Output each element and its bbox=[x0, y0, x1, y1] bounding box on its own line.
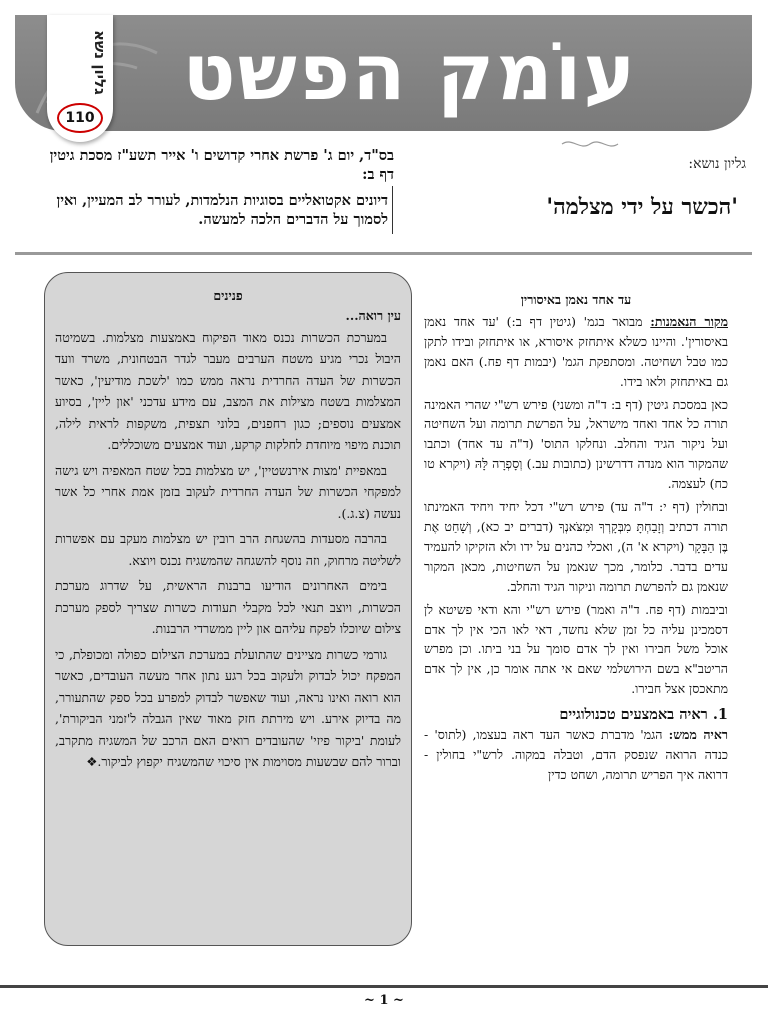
flourish-ornament-icon bbox=[560, 137, 620, 151]
article-paragraph: ובחולין (דף י: ד"ה עד) פירש רש"י דכל יחיד ויחיד האמינתו תורה דכתיב וְזָבַחְתָּ מִבְּקָרְךָ וּמִצֹּאנְךָ (דברים יב כא), וְשָׁחַט אֶת בֶּן הַבָּקָר (ויקרא א' ה), ואכלי כהנים על ידו ולא הזקיקו להעמיד עדים בדבר. כלומר, מכך שנאמן על השחיטות, מכאן המקור שנאמן גם להפרשת תרומה וניקור הגיד והחלב. bbox=[424, 499, 728, 594]
issue-tab bbox=[47, 15, 113, 142]
paragraph-lead: מקור הנאמנות: bbox=[650, 313, 728, 329]
sidebar-paragraph: במערכת הכשרות נכנס מאוד הפיקוח באמצעות מצלמות. בשמיטה היבול נכרי מגיע משטח הערבים מעבר לגדר הבטחונית, משרד וועד הכשרות של העדה החרדית נראה ממש כמו 'לשכת מודיעין', כאשר המצלמות בשטח מצילות את המצב, עם מידע עדכני 'און ליין', בסיוע אמצעים נוספים; כגון רחפנים, בלוני תצפית, משקפות לראית לילה, תוכנת מיפוי מיוחדת לחלקות קרקע, ועוד אמצעים משוכללים. bbox=[55, 329, 401, 452]
topic-title: 'הכשר על ידי מצלמה' bbox=[546, 194, 738, 220]
footer-rule bbox=[0, 985, 768, 988]
issue-label: גליון נשא bbox=[91, 29, 109, 95]
topic-label: גליון נושא: bbox=[688, 156, 746, 172]
paragraph-lead: ראיה ממש: bbox=[668, 727, 728, 743]
header-rule bbox=[15, 252, 752, 255]
date-line: בס"ד, יום ג' פרשת אחרי קדושים ו' אייר תשע"ז מסכת גיטין דף ב: bbox=[49, 147, 394, 183]
paragraph-text: הגמ' מדברת כאשר העד ראה בעצמו, (לתוס' - כנדה הרואה שנפסק הדם, וטבלה במקוה. לרש"י בחולין - דרואה איך הפריש תרומה, ושחט כדין bbox=[424, 727, 728, 782]
masthead-title: עוֹמק הפשט bbox=[182, 28, 638, 118]
issue-number: 110 bbox=[57, 103, 103, 133]
article-paragraph: כאן במסכת גיטין (דף ב: ד"ה ומשני) פירש רש"י שהרי האמינה תורה כל אחד ואחד מישראל, על הפרשת תרומה ועל השחיטה ועל ניקור הגיד והחלב. ונחלקו התוס' (ד"ה עד אחד) וכתבו שהמקור הוא מנדה דדרשינן (כתובות עב.) וְסָפְרָה לָּהּ (ויקרא טו כח) לעצמה. bbox=[424, 396, 728, 492]
paragraph-text: מבואר בגמ' (גיטין דף ב:) 'עד אחד נאמן באיסורין'. והיינו כשלא איתחזק איסורא, או איתחזק ובידו לתקן כמו טבל ושחיטה. ומסתפקת הגמ' (יבמות דף פח.) האם נאמן גם באיתחזק ולאו בידו. bbox=[424, 313, 728, 389]
sidebar-paragraph: במאפיית 'מצות אירנשטיין', יש מצלמות בכל שטח המאפיה ויש גישה למפקחי הכשרות של העדה החרדית לעקוב בזמן אמת אחרי כל אשר נעשה (צ.ג.). bbox=[55, 462, 401, 521]
article-heading: עד אחד נאמן באיסורין bbox=[520, 292, 632, 307]
masthead-banner bbox=[15, 15, 752, 131]
sidebar-subheading: עין רואה... bbox=[345, 308, 401, 323]
page-number: ~ 1 ~ bbox=[364, 993, 404, 1008]
sidebar-paragraph: גורמי כשרות מציינים שהתועלת במערכת הצילום כפולה ומכופלת, כי המפקח יכול לבדוק ולעקוב בכל רגע נתון אחר מעשה העובדים, כאשר הוא רואה ואינו נראה, ועוד שאפשר לבדוק למפרע בכל ספק שהתעורר, מה בדיוק אירע. ויש מירתת חזק מאוד שאין הגבלה ל'זמני הביקורת', לעומת 'ביקור פיזי' שהעובדים רואים האם הרכב של המשגיח מתקרב, וברור להם שבשעות מסוימות אין סיכוי שהמשגיח יקפוץ לביקור.❖ bbox=[55, 646, 401, 769]
article-paragraph bbox=[424, 312, 728, 392]
pearls-sidebar bbox=[44, 272, 412, 946]
article-paragraph: וביבמות (דף פח. ד"ה ואמר) פירש רש"י והא ודאי פשיטא לן דסמכינן עליה כל זמן שלא נחשד, דאי לאו הכי אין לך אדם אוכל משל חבירו ואין לך אדם סומך על בני ביתו. וכן מפרש הריטב"א בשם הירושלמי שאם אי אתה אומר כן, אין לך אדם מתאכסן אצל חבירו. bbox=[424, 601, 728, 697]
main-article bbox=[424, 290, 728, 788]
section-title: 1. ראיה באמצעים טכנולוגיים bbox=[559, 706, 728, 724]
sidebar-heading: פנינים bbox=[213, 288, 243, 303]
issue-description: דיונים אקטואליים בסוגיות הנלמדות, לעורר לב המעיין, ואין לסמוך על הדברים הלכה למעשה. bbox=[56, 192, 388, 228]
article-paragraph bbox=[424, 725, 728, 785]
sidebar-paragraph: בימים האחרונים הודיעו ברבנות הראשית, על שדרוג מערכת הכשרות, ויוצב תנאי לכל מקבלי תעודות כשרות שצריך לספק מערכת צילום שיוכלו לפקח עליהם און ליין ממשרדי הרבנות. bbox=[55, 578, 401, 636]
sidebar-paragraph: בהרבה מסעדות בהשגחת הרב רובין יש מצלמות מעקב עם אפשרות לשליטה מרחוק, וזה נוסף להשגחה שהמשגיח נכנס ויוצא. bbox=[55, 531, 401, 568]
header-divider bbox=[392, 186, 393, 234]
